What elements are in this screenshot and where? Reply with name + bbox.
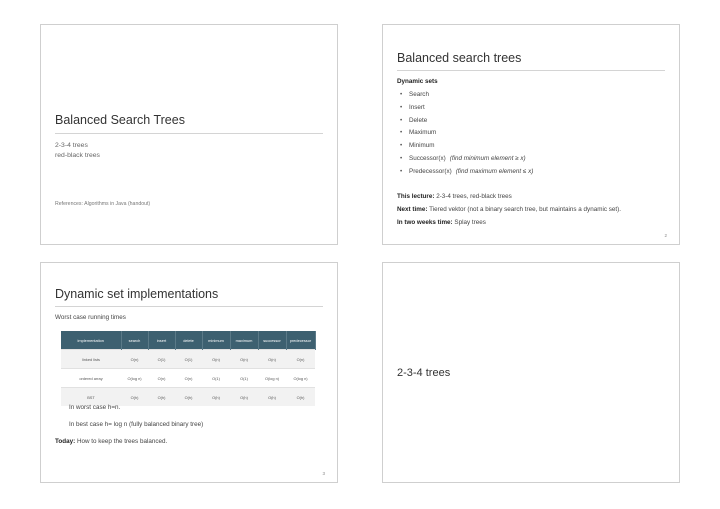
- column-header: delete: [175, 331, 202, 350]
- table-cell: O(h): [148, 388, 175, 407]
- list-item-note: (find minimum element ≥ x): [449, 154, 526, 162]
- table-cell: O(n): [175, 369, 202, 388]
- table-cell: O(h): [286, 388, 315, 407]
- list-item: • Maximum: [397, 127, 533, 140]
- table-row: [61, 350, 315, 369]
- table-cell: ordered array: [61, 369, 121, 388]
- table-cell: O(1): [202, 369, 230, 388]
- list-item: • Predecessor(x) (find maximum element ≤ x): [397, 166, 533, 179]
- subtitle-line: red-black trees: [55, 152, 100, 159]
- table-cell: O(n): [258, 350, 286, 369]
- subtitle-line: 2-3-4 trees: [55, 142, 88, 149]
- table-cell: O(h): [202, 388, 230, 407]
- table-cell: O(1): [175, 350, 202, 369]
- references-text: References: Algorithms in Java (handout): [55, 201, 151, 207]
- column-header: maximum: [230, 331, 258, 350]
- table-cell: O(n): [148, 369, 175, 388]
- today-line: Today: How to keep the trees balanced.: [55, 438, 168, 445]
- table-cell: O(h): [121, 388, 148, 407]
- table-cell: BST: [61, 388, 121, 407]
- table-cell: linked lists: [61, 350, 121, 369]
- this-lecture-line: This lecture: 2-3-4 trees, red-black trees: [397, 193, 512, 200]
- slide-title: Balanced search trees: [397, 51, 522, 65]
- list-item: • Insert: [397, 102, 533, 115]
- next-time-line: Next time: Tiered vektor (not a binary search tree, but maintains a dynamic set).: [397, 206, 622, 213]
- title-divider: [55, 133, 323, 134]
- slide-1: [40, 24, 338, 245]
- best-case-note: In best case h= log n (fully balanced binary tree): [69, 421, 204, 428]
- title-divider: [397, 70, 665, 71]
- column-header: implementation: [61, 331, 121, 350]
- slide-3: [40, 262, 338, 483]
- column-header: successor: [258, 331, 286, 350]
- table-cell: O(1): [230, 369, 258, 388]
- list-item: • Search: [397, 89, 533, 102]
- list-item: • Successor(x) (find minimum element ≥ x): [397, 153, 533, 166]
- table-cell: O(h): [258, 388, 286, 407]
- section-heading: Dynamic sets: [397, 78, 438, 85]
- table-cell: O(log n): [286, 369, 315, 388]
- table-row: [61, 369, 315, 388]
- two-weeks-line: In two weeks time: Splay trees: [397, 219, 486, 226]
- column-header: minimum: [202, 331, 230, 350]
- column-header: search: [121, 331, 148, 350]
- slide-2: [382, 24, 680, 245]
- slide-title: Balanced Search Trees: [55, 113, 185, 127]
- table-cell: O(n): [286, 350, 315, 369]
- table-cell: O(h): [230, 388, 258, 407]
- title-divider: [55, 306, 323, 307]
- slide-number: 2: [664, 233, 667, 238]
- table-caption: Worst case running times: [55, 314, 126, 321]
- slide-4: [382, 262, 680, 483]
- worst-case-note: In worst case h=n.: [69, 404, 121, 411]
- table-cell: O(log n): [258, 369, 286, 388]
- table-cell: O(1): [148, 350, 175, 369]
- column-header: predecessor: [286, 331, 315, 350]
- list-item: • Delete: [397, 115, 533, 128]
- table-cell: O(h): [175, 388, 202, 407]
- slide-title: 2-3-4 trees: [397, 367, 451, 379]
- table-cell: O(log n): [121, 369, 148, 388]
- column-header: insert: [148, 331, 175, 350]
- table-cell: O(n): [121, 350, 148, 369]
- table-header-row: [61, 331, 315, 350]
- subtitle: [55, 141, 100, 161]
- slide-number: 3: [322, 471, 325, 476]
- table-cell: O(n): [230, 350, 258, 369]
- slide-title: Dynamic set implementations: [55, 287, 219, 301]
- list-item-note: (find maximum element ≤ x): [455, 167, 534, 175]
- table-cell: O(n): [202, 350, 230, 369]
- running-times-table: [61, 331, 316, 406]
- operations-list: [397, 89, 533, 179]
- list-item: • Minimum: [397, 140, 533, 153]
